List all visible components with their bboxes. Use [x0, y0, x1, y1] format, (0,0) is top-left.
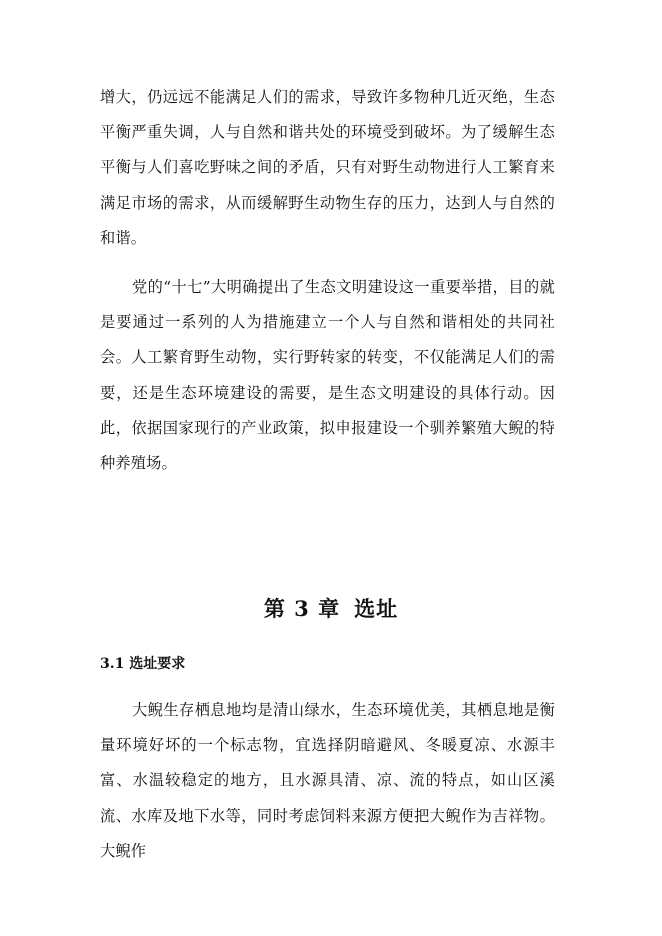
chapter-title: [0, 594, 662, 624]
chapter-number: 第 3 章: [263, 596, 341, 621]
body-paragraph-1: 增大，仍远远不能满足人们的需求，导致许多物种几近灭绝，生态平衡严重失调，人与自然和谐共处的环境受到破坏。为了缓解生态平衡与人们喜吃野味之间的矛盾，只有对野生动物进行人工繁育来满足市场的需求，从而缓解野生动物生存的压力，达到人与自然的和谐。: [100, 88, 555, 247]
chapter-name: 选址: [354, 596, 399, 621]
body-paragraph-3: 大鲵生存栖息地均是清山绿水，生态环境优美，其栖息地是衡量环境好坏的一个标志物，宜选择阴暗避风、冬暖夏凉、水源丰富、水温较稳定的地方，且水源具清、凉、流的特点，如山区溪流、水库及地下水等，同时考虑饲料来源方便把大鲵作为吉祥物。大鲵作: [100, 701, 555, 860]
section-heading: 3.1 选址要求: [100, 656, 186, 672]
body-paragraph-2: 党的“十七”大明确提出了生态文明建设这一重要举措，目的就是要通过一系列的人为措施建立一个人与自然和谐相处的共同社会。人工繁育野生动物，实行野转家的转变，不仅能满足人们的需要，还是生态环境建设的需要，是生态文明建设的具体行动。因此，依据国家现行的产业政策，拟申报建设一个驯养繁殖大鲵的特种养殖场。: [100, 278, 555, 473]
